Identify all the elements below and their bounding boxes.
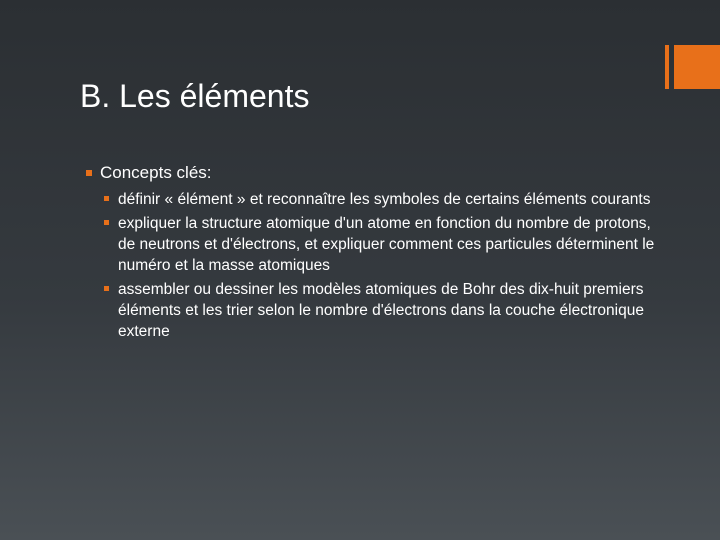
concepts-list <box>86 189 666 342</box>
list-item <box>104 213 658 276</box>
accent-bar-block <box>674 45 720 89</box>
square-bullet-icon <box>104 196 109 201</box>
square-bullet-icon <box>104 220 109 225</box>
slide-title: B. Les éléments <box>80 78 310 114</box>
list-item-text: assembler ou dessiner les modèles atomiques de Bohr des dix-huit premiers éléments et les trier selon le nombre d'électrons dans la couche électronique externe <box>118 281 644 340</box>
slide-content <box>86 162 666 345</box>
list-item-text: expliquer la structure atomique d'un atome en fonction du nombre de protons, de neutrons et d'électrons, et expliquer comment ces particules déterminent le numéro et la masse atomiques <box>118 215 655 274</box>
square-bullet-icon <box>104 286 109 291</box>
list-item <box>104 279 658 342</box>
square-bullet-icon <box>86 170 92 176</box>
concepts-heading: Concepts clés: <box>100 163 212 182</box>
bullet-concepts <box>86 162 666 184</box>
list-item-text: définir « élément » et reconnaître les symboles de certains éléments courants <box>118 191 651 208</box>
accent-bar-thin <box>665 45 669 89</box>
list-item <box>104 189 658 210</box>
